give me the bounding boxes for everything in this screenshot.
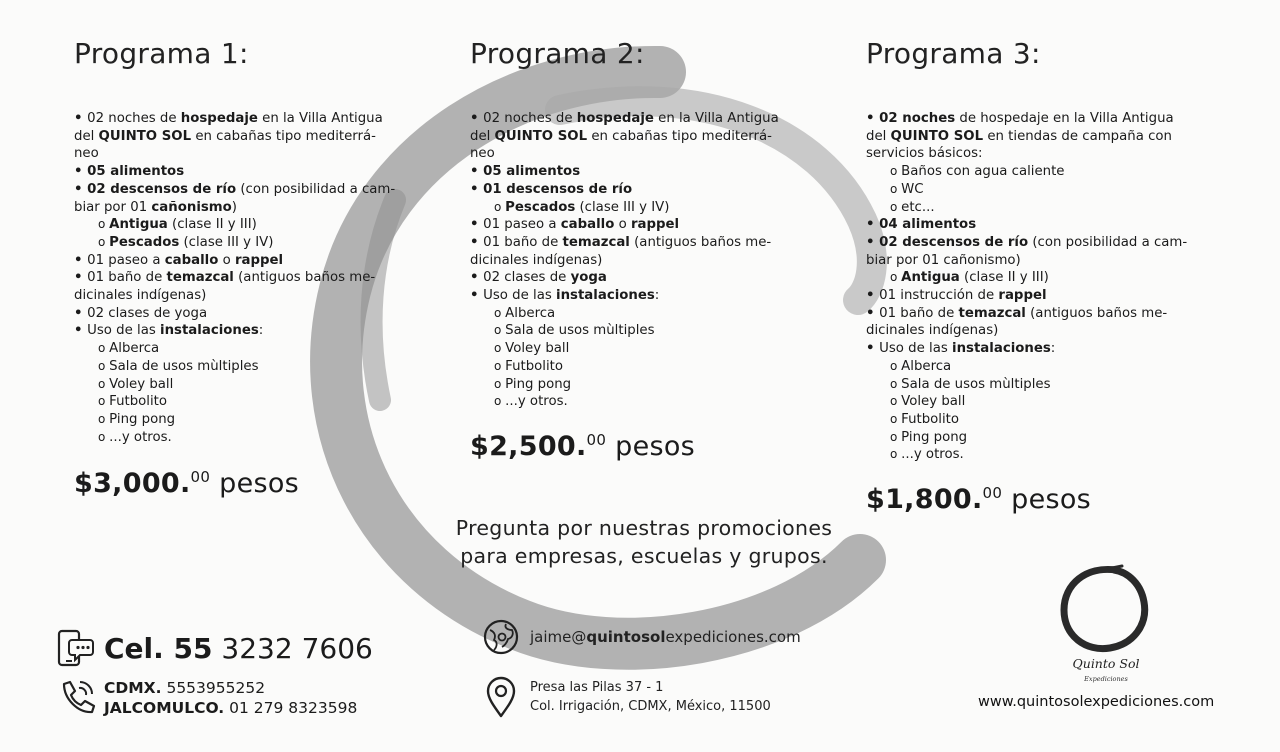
landline-contact — [56, 678, 357, 718]
program-1-list — [74, 110, 395, 446]
enso-circle-icon — [1056, 562, 1156, 658]
email-contact — [482, 618, 801, 656]
program-1-price-cents: 00 — [190, 468, 211, 486]
email-domain[interactable]: expediciones.com — [665, 628, 801, 646]
sub-list-item: o Baños con agua caliente — [866, 163, 1187, 181]
list-item: • 02 noches de hospedaje en la Villa Antigua — [470, 110, 779, 128]
list-item: • 05 alimentos — [74, 163, 395, 181]
sub-list-item: o Futbolito — [74, 393, 395, 411]
program-1-price-unit: pesos — [219, 468, 300, 499]
list-item-continuation: dicinales indígenas) — [470, 252, 603, 268]
list-item: • 01 instrucción de rappel — [866, 287, 1187, 305]
program-2 — [470, 36, 779, 411]
jalcomulco-number[interactable]: 01 279 8323598 — [229, 699, 358, 717]
program-3-list — [866, 110, 1187, 464]
program-3-price-cents: 00 — [982, 484, 1003, 502]
program-3 — [866, 36, 1187, 464]
globe-at-icon — [482, 618, 520, 656]
list-item: • Uso de las instalaciones: — [866, 340, 1187, 358]
sub-list-item: o Sala de usos mùltiples — [866, 376, 1187, 394]
sub-list-item: o WC — [866, 181, 1187, 199]
sub-list-item: o ...y otros. — [470, 393, 779, 411]
sub-list-item: o Alberca — [470, 305, 779, 323]
sub-list-item: o Ping pong — [866, 429, 1187, 447]
list-item: • 02 noches de hospedaje en la Villa Antigua — [74, 110, 395, 128]
sub-list-item: o Pescados (clase III y IV) — [470, 199, 779, 217]
program-2-price-cents: 00 — [586, 431, 607, 449]
email-brand[interactable]: quintosol — [586, 628, 666, 646]
address-line-2: Col. Irrigación, CDMX, México, 11500 — [530, 699, 771, 714]
jalcomulco-label: JALCOMULCO. — [104, 699, 225, 717]
program-2-price-unit: pesos — [615, 431, 696, 462]
sub-list-item: o Sala de usos mùltiples — [470, 322, 779, 340]
list-item-continuation: del QUINTO SOL en cabañas tipo mediterrá- — [74, 128, 376, 144]
list-item-continuation: del QUINTO SOL en cabañas tipo mediterrá- — [470, 128, 772, 144]
promo-line-1: Pregunta por nuestras promociones — [455, 516, 833, 540]
sub-list-item: o Futbolito — [470, 358, 779, 376]
list-item-continuation: biar por 01 cañonismo) — [74, 199, 237, 215]
program-1-price — [74, 468, 299, 499]
list-item: • 01 baño de temazcal (antiguos baños me- — [866, 305, 1187, 323]
list-item-continuation: servicios básicos: — [866, 146, 983, 162]
sub-list-item: o Sala de usos mùltiples — [74, 358, 395, 376]
list-item: • 02 descensos de río (con posibilidad a cam- — [74, 181, 395, 199]
list-item: • 02 clases de yoga — [470, 269, 779, 287]
list-item: • 01 baño de temazcal (antiguos baños me- — [470, 234, 779, 252]
logo-name: Quinto Sol — [1072, 656, 1140, 671]
list-item: • 04 alimentos — [866, 216, 1187, 234]
sub-list-item: o Alberca — [74, 340, 395, 358]
list-item-continuation: neo — [74, 146, 99, 162]
email-user[interactable]: jaime@ — [530, 628, 587, 646]
list-item-continuation: neo — [470, 146, 495, 162]
sub-list-item: o ...y otros. — [866, 446, 1187, 464]
list-item: • 01 baño de temazcal (antiguos baños me- — [74, 269, 395, 287]
cdmx-number[interactable]: 5553955252 — [166, 679, 266, 697]
sub-list-item: o Antigua (clase II y III) — [74, 216, 395, 234]
program-2-price — [470, 431, 695, 462]
list-item-continuation: del QUINTO SOL en tiendas de campaña con — [866, 128, 1172, 144]
program-2-list — [470, 110, 779, 411]
cell-label: Cel. 55 — [104, 631, 213, 665]
phone-icon — [56, 678, 96, 718]
sub-list-item: o Pescados (clase III y IV) — [74, 234, 395, 252]
list-item-continuation: dicinales indígenas) — [74, 288, 207, 304]
program-2-title: Programa 2: — [470, 37, 645, 70]
sub-list-item: o Voley ball — [866, 393, 1187, 411]
promo-line-2: para empresas, escuelas y grupos. — [460, 544, 828, 568]
program-2-price-amount: $2,500. — [470, 431, 587, 462]
logo-subtitle: Expediciones — [1084, 675, 1128, 683]
sub-list-item: o Ping pong — [470, 376, 779, 394]
cell-number[interactable]: 3232 7606 — [221, 631, 373, 665]
sub-list-item: o ...y otros. — [74, 429, 395, 447]
location-pin-icon — [484, 676, 518, 718]
list-item: • 02 clases de yoga — [74, 305, 395, 323]
program-3-title: Programa 3: — [866, 37, 1041, 70]
program-3-price-unit: pesos — [1011, 484, 1092, 515]
list-item: • 02 descensos de río (con posibilidad a cam- — [866, 234, 1187, 252]
list-item: • Uso de las instalaciones: — [74, 322, 395, 340]
list-item: • 01 paseo a caballo o rappel — [74, 252, 395, 270]
list-item: • 05 alimentos — [470, 163, 779, 181]
cellphone-chat-icon — [56, 628, 96, 668]
program-3-price — [866, 484, 1091, 515]
sub-list-item: o Voley ball — [74, 376, 395, 394]
sub-list-item: o Futbolito — [866, 411, 1187, 429]
list-item: • 01 paseo a caballo o rappel — [470, 216, 779, 234]
program-1-price-amount: $3,000. — [74, 468, 191, 499]
website-link[interactable]: www.quintosolexpediciones.com — [978, 694, 1215, 710]
list-item: • 01 descensos de río — [470, 181, 779, 199]
sub-list-item: o Alberca — [866, 358, 1187, 376]
program-3-price-amount: $1,800. — [866, 484, 983, 515]
sub-list-item: o Antigua (clase II y III) — [866, 269, 1187, 287]
cdmx-label: CDMX. — [104, 679, 162, 697]
list-item-continuation: biar por 01 cañonismo) — [866, 252, 1021, 268]
sub-list-item: o Ping pong — [74, 411, 395, 429]
sub-list-item: o Voley ball — [470, 340, 779, 358]
address-contact — [484, 676, 771, 718]
list-item-continuation: dicinales indígenas) — [866, 323, 999, 339]
cell-contact — [56, 628, 373, 668]
list-item: • 02 noches de hospedaje en la Villa Antigua — [866, 110, 1187, 128]
address-line-1: Presa las Pilas 37 - 1 — [530, 680, 664, 695]
sub-list-item: o etc... — [866, 199, 1187, 217]
list-item: • Uso de las instalaciones: — [470, 287, 779, 305]
promo-text — [424, 514, 864, 570]
program-1-title: Programa 1: — [74, 37, 249, 70]
program-1 — [74, 36, 395, 446]
